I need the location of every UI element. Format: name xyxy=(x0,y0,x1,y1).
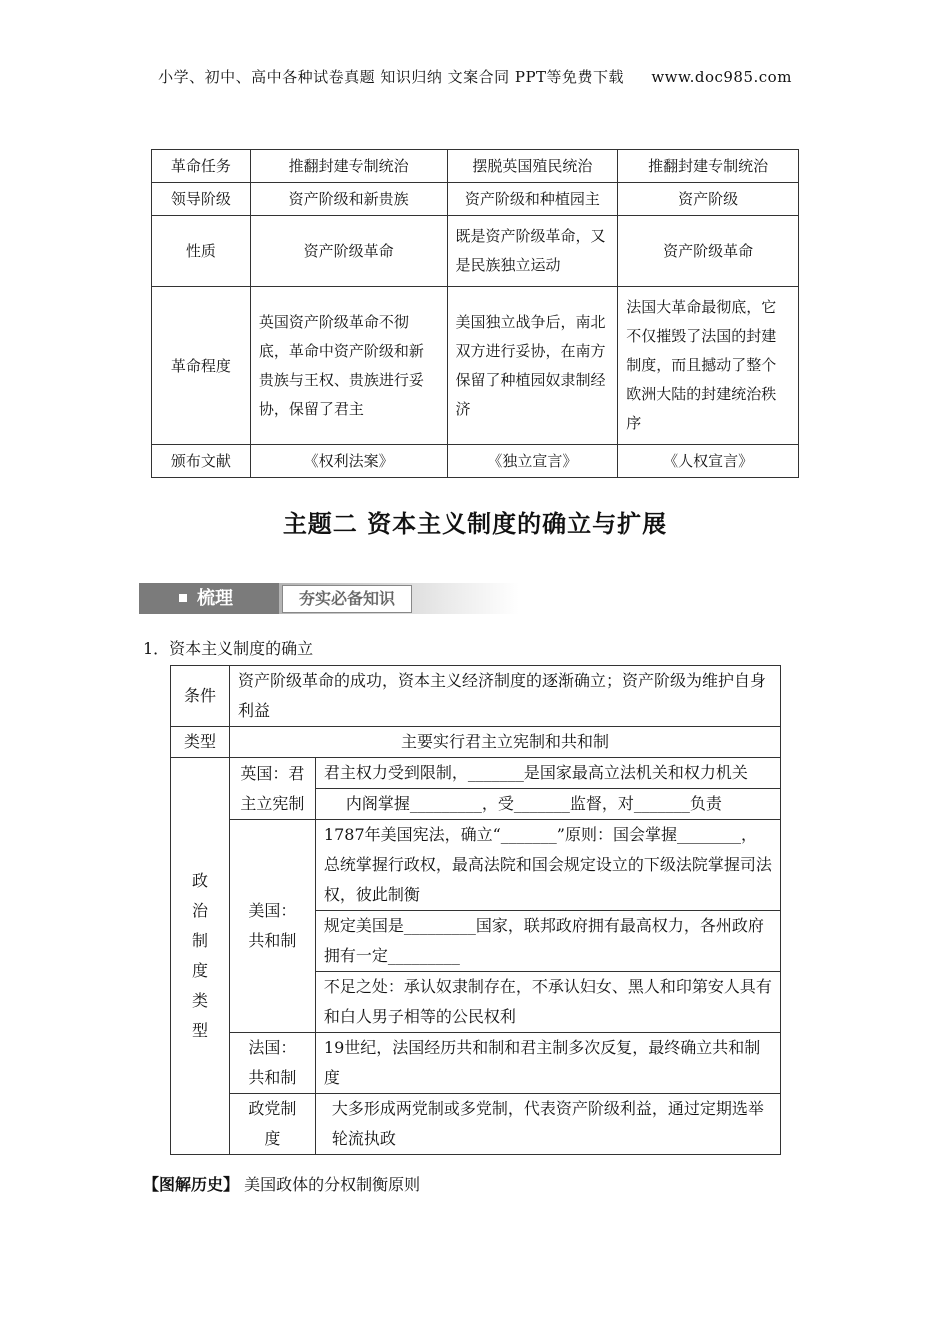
diagram-caption xyxy=(143,1172,420,1195)
banner-label xyxy=(139,583,279,614)
uk-item: 内阁掌握_________，受_______监督，对_______负责 xyxy=(315,789,780,820)
uk-label: 英国：君主立宪制 xyxy=(229,758,315,820)
condition-label: 条件 xyxy=(171,666,230,727)
table-row xyxy=(171,727,781,758)
page-header xyxy=(0,66,950,87)
table-cell: 摆脱英国殖民统治 xyxy=(447,150,618,183)
table-cell: 革命任务 xyxy=(152,150,251,183)
table-cell: 资产阶级革命 xyxy=(250,216,447,287)
fr-item: 19世纪，法国经历共和制和君主制多次反复，最终确立共和制度 xyxy=(315,1033,780,1094)
party-label: 政党制度 xyxy=(229,1094,315,1155)
table-row xyxy=(152,287,799,445)
square-bullet-icon xyxy=(179,594,187,602)
table-cell: 既是资产阶级革命，又是民族独立运动 xyxy=(447,216,618,287)
section-banner xyxy=(139,583,519,617)
political-label: 政治制度类型 xyxy=(171,758,230,1155)
table-row xyxy=(171,1094,781,1155)
table-cell: 颁布文献 xyxy=(152,445,251,478)
table-row xyxy=(171,820,781,911)
capitalism-system-table xyxy=(170,665,781,1155)
table-cell: 《权利法案》 xyxy=(250,445,447,478)
us-label: 美国：共和制 xyxy=(229,820,315,1033)
table-cell: 资产阶级和新贵族 xyxy=(250,183,447,216)
us-item: 不足之处：承认奴隶制存在，不承认妇女、黑人和印第安人具有和白人男子相等的公民权利 xyxy=(315,972,780,1033)
table-cell: 资产阶级 xyxy=(618,183,799,216)
table-cell: 性质 xyxy=(152,216,251,287)
type-label: 类型 xyxy=(171,727,230,758)
us-item: 规定美国是_________国家，联邦政府拥有最高权力，各州政府拥有一定_________ xyxy=(315,911,780,972)
table-cell: 资产阶级革命 xyxy=(618,216,799,287)
section-title: 主题二 资本主义制度的确立与扩展 xyxy=(282,510,668,538)
table-cell: 《独立宣言》 xyxy=(447,445,618,478)
fr-label: 法国：共和制 xyxy=(229,1033,315,1094)
table-cell: 领导阶级 xyxy=(152,183,251,216)
table-cell: 英国资产阶级革命不彻底，革命中资产阶级和新贵族与王权、贵族进行妥协，保留了君主 xyxy=(250,287,447,445)
table-cell: 《人权宣言》 xyxy=(618,445,799,478)
table-cell: 美国独立战争后，南北双方进行妥协，在南方保留了种植园奴隶制经济 xyxy=(447,287,618,445)
table-cell: 资产阶级和种植园主 xyxy=(447,183,618,216)
table-cell: 法国大革命最彻底，它不仅摧毁了法国的封建制度，而且撼动了整个欧洲大陆的封建统治秩序 xyxy=(618,287,799,445)
banner-left-text: 梳理 xyxy=(197,588,233,609)
uk-item: 君主权力受到限制，_______是国家最高立法机关和权力机关 xyxy=(315,758,780,789)
caption-text: 美国政体的分权制衡原则 xyxy=(244,1175,421,1194)
table-row xyxy=(152,183,799,216)
table-cell: 革命程度 xyxy=(152,287,251,445)
condition-text: 资产阶级革命的成功，资本主义经济制度的逐渐确立；资产阶级为维护自身利益 xyxy=(229,666,780,727)
table-row xyxy=(171,1033,781,1094)
table-row xyxy=(171,758,781,789)
revolution-comparison-table xyxy=(151,149,799,478)
party-text: 大多形成两党制或多党制，代表资产阶级利益，通过定期选举轮流执政 xyxy=(315,1094,780,1155)
table-row xyxy=(152,150,799,183)
table-cell: 推翻封建专制统治 xyxy=(618,150,799,183)
table-cell: 推翻封建专制统治 xyxy=(250,150,447,183)
header-site: www.doc985.com xyxy=(651,68,792,86)
subsection-heading: 1．资本主义制度的确立 xyxy=(143,639,314,658)
table-row xyxy=(152,445,799,478)
banner-tag: 夯实必备知识 xyxy=(282,585,412,613)
us-item: 1787年美国宪法，确立“_______”原则：国会掌握________，总统掌握行政权，最高法院和国会规定设立的下级法院掌握司法权，彼此制衡 xyxy=(315,820,780,911)
type-text: 主要实行君主立宪制和共和制 xyxy=(229,727,780,758)
caption-label: 【图解历史】 xyxy=(143,1175,240,1194)
table-row xyxy=(152,216,799,287)
table-row xyxy=(171,666,781,727)
header-text: 小学、初中、高中各种试卷真题 知识归纳 文案合同 PPT等免费下载 xyxy=(158,68,625,86)
